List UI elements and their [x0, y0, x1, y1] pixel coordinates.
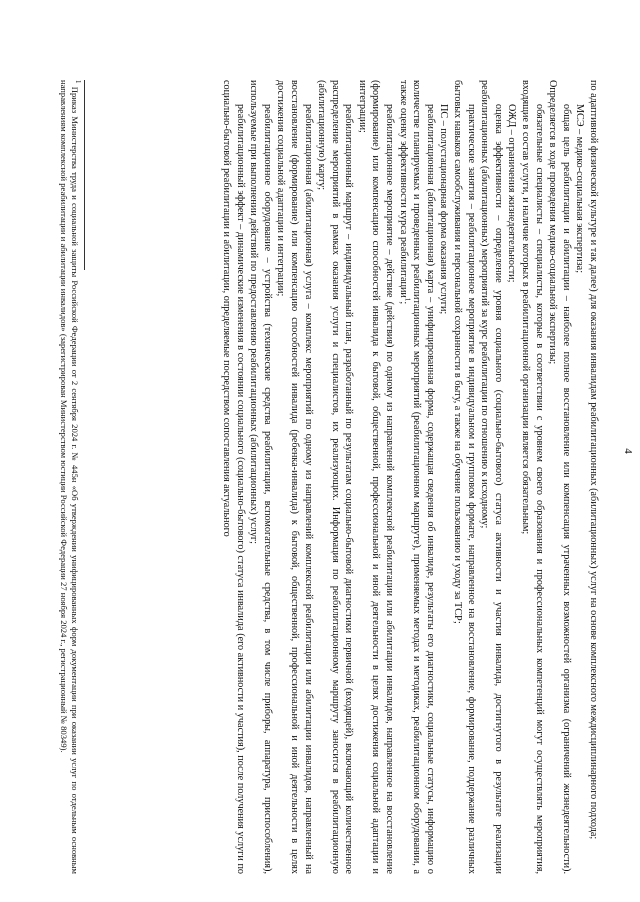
paragraph [274, 80, 315, 874]
paragraph-text: общая цель реабилитации и абилитации – наиболее полное восстановление или компенсация утраченных возможностей организма (ограничений жизнедеятельности). Определяется в ходе проведения медико-социальной экспертизы; [547, 80, 572, 874]
paragraph [586, 80, 600, 874]
paragraph [478, 80, 505, 874]
paragraph-text: реабилитационное оборудование – устройства (технические средства реабилитации, вспомогательные средства, в том числе приборы, аппаратура, приспособления), используемые при выполнении действий по предоставлению реабилитационных (абилитационных) услуг; [248, 80, 273, 874]
paragraph-text: реабилитационная (абилитационная) карта – унифицированная форма, содержащая сведения об инвалиде, результаты его диагностики, социальные статусы, информацию о количестве планируемых и проведенных реабилитационных мероприятий (реабилитационном маршруте), применяемых методах и методиках, реабилитационном оборудовании, а также оценку эффективности курса реабилитации [397, 80, 436, 874]
paragraph [396, 80, 437, 874]
paragraph-text: по адаптивной физической культуре и так далее) для оказания инвалидам реабилитационных (абилитационных) услуг на основе комплексного междисциплинарного подхода; [588, 80, 599, 840]
paragraph [546, 80, 573, 874]
paragraph-text: реабилитационное мероприятие – действие (действия) по одному из направлений комплексной реабилитации или абилитации инвалидов, направленное на восстановление (формирование) или компенсацию способностей инвалида к бытовой, общественной, профессиональной и иной деятельности в целях достижения социальной адаптации и интеграции; [356, 80, 396, 874]
footnote-marker: 1 [73, 80, 82, 84]
footnote-reference: 1 [403, 297, 412, 302]
paragraph [505, 80, 519, 874]
paragraph-text: обязательные специалисты – специалисты, которые в соответствии с уровнем своего образования и профессиональных компетенций могут осуществлять мероприятия, входящие в состав услуги, и наличие которых в реабилитационной организации является обязательным; [520, 80, 545, 874]
footnote-text: Приказ Министерства труда и социальной защиты Российской Федерации от 2 сентября 2024 г. № 445н «Об утверждении унифицированных форм документации при оказании услуг по отдельным основным направлениям комплексной реабилитации и абилитации инвалидов» (зарегистрирован Министерством юстиции Российской Федерации 27 ноября 2024 г., регистрационный № 80349). [58, 80, 80, 874]
paragraph-text: МСЭ – медико-социальная экспертиза; [574, 104, 586, 274]
paragraph-text: ОЖД – ограничения жизнедеятельности; [506, 104, 518, 283]
paragraph-text: ПС – полустационарная форма оказания услуги; [438, 104, 450, 315]
paragraph-ending: ; [397, 301, 409, 305]
paragraph-text: практические занятия – реабилитационное мероприятие в индивидуальном и групповом формате, направленное на восстановление, формирование, поддержание различных бытовых навыков самообслуживания и персональной сохранности в быту, а также на обучение пользованию и уходу за ТСР; [452, 80, 477, 874]
paragraph [450, 80, 477, 874]
paragraph [219, 80, 246, 874]
body-text [219, 80, 600, 874]
paragraph-text: реабилитационная (абилитационная) услуга – комплекс мероприятий по одному из направлений комплексной реабилитации или абилитации инвалидов, направленный на восстановление (формирование) или компенсацию способностей инвалида (ребенка-инвалида) к бытовой, общественной, профессиональной и иной деятельности в целях достижения социальной адаптации и интеграции; [275, 80, 314, 874]
paragraph-text: реабилитационный маршрут – индивидуальный план, разработанный по результатам социально-бытовой диагностики первичной (входящей), включающий количественное распределение мероприятий в рамках оказания услуги и специалистов, их реализующих. Информация по реабилитационному маршруту заносится в реабилитационную (абилитационную) карту; [316, 80, 355, 874]
footnote-separator [84, 80, 85, 270]
paragraph [247, 80, 274, 874]
paragraph-text: оценка эффективности – определение уровня социального (социально-бытового) статуса активности и участия инвалида, достигнутого в результате реализации реабилитационных (абилитационных) мероприятий за курс реабилитации по отношению к исходному; [479, 80, 504, 874]
paragraph [355, 80, 396, 874]
paragraph [518, 80, 545, 874]
paragraph [315, 80, 356, 874]
paragraph [437, 80, 451, 874]
paragraph [573, 80, 587, 874]
footnote [58, 80, 80, 874]
page-number: 4 [622, 448, 634, 454]
paragraph-text: реабилитационный эффект – динамические изменения в состоянии социального (социально-бытового) статуса инвалида (его активности и участия), после получения услуги по социально-бытовой реабилитации и абилитации, определяемые посредством сопоставления актуального [220, 80, 246, 874]
